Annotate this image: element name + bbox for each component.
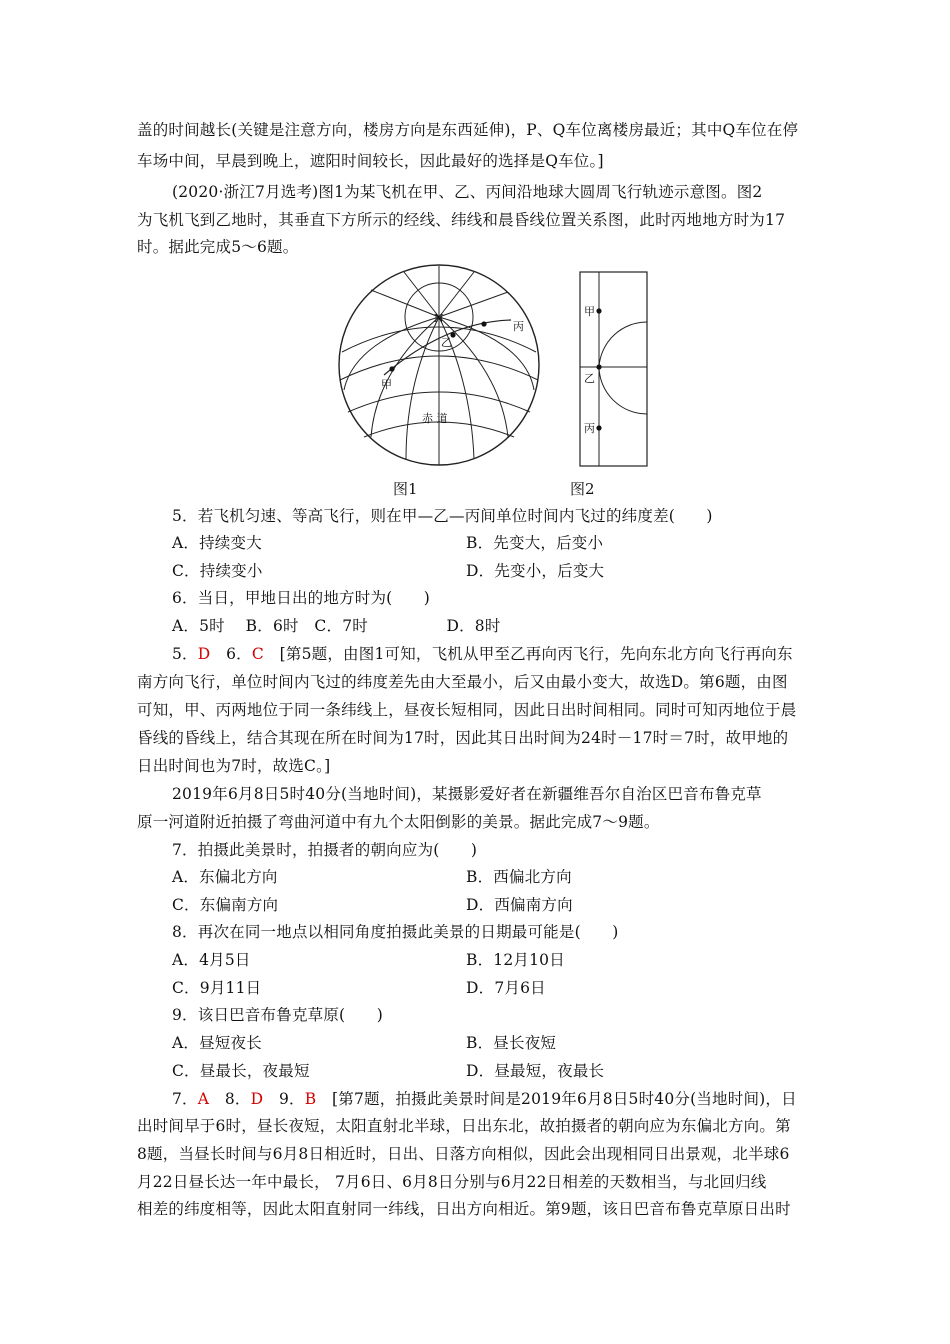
answer-num-5: 5． [172, 645, 198, 663]
q7-option-c: C．东偏南方向 [172, 896, 279, 914]
q5-stem: 5．若飞机匀速、等高飞行，则在甲—乙—丙间单位时间内飞过的纬度差( ) [172, 507, 713, 525]
q9-option-a: A．昼短夜长 [172, 1034, 262, 1052]
q5-option-c: C．持续变小 [172, 562, 263, 580]
figure1-caption: 图1 [393, 480, 418, 498]
globe-label-yi: 乙 [441, 336, 452, 349]
q8-stem: 8．再次在同一地点以相同角度拍摄此美景的日期最可能是( ) [172, 923, 619, 941]
q7-option-d: D．西偏南方向 [466, 896, 573, 914]
answer-7-9-line-2: 出时间早于6时，昼长夜短，太阳直射北半球，日出东北，故拍摄者的朝向应为东偏北方向。第 [137, 1117, 791, 1135]
q8-option-b: B．12月10日 [466, 951, 565, 969]
q7-stem: 7．拍摄此美景时，拍摄者的朝向应为( ) [172, 841, 478, 859]
intro-line-2: 车场中间，早晨到晚上，遮阳时间较长，因此最好的选择是Q车位。] [137, 152, 604, 170]
answer-5-6-line-1 [172, 643, 793, 665]
answer-7-9-text: [第7题，拍摄此美景时间是2019年6月8日5时40分(当地时间)，日 [316, 1090, 797, 1108]
figure2-caption: 图2 [570, 480, 595, 498]
figure2-terminator-diagram [578, 270, 650, 468]
answer-5-letter: D [197, 645, 211, 663]
answer-num-9: 9． [263, 1090, 305, 1108]
globe-label-jia: 甲 [381, 378, 392, 391]
context-line-3: 时。据此完成5～6题。 [137, 238, 299, 256]
q8-option-c: C．9月11日 [172, 979, 262, 997]
figure1-globe-diagram [336, 262, 542, 468]
fig2-label-jia: 甲 [584, 305, 595, 318]
q9-option-b: B．昼长夜短 [466, 1034, 557, 1052]
globe-label-bing: 丙 [513, 320, 524, 333]
q9-option-d: D．昼最短，夜最长 [466, 1062, 605, 1080]
context-line-2: 为飞机飞到乙地时，其垂直下方所示的经线、纬线和晨昏线位置关系图，此时丙地地方时为17 [137, 211, 786, 229]
answer-5-6-line-4: 昏线的昏线上，结合其现在所在时间为17时，因此其日出时间为24时－17时＝7时，故甲地的 [137, 729, 789, 747]
answer-5-6-text: [第5题，由图1可知，飞机从甲至乙再向丙飞行，先向东北方向飞行再向东 [263, 645, 793, 663]
intro-line-1: 盖的时间越长(关键是注意方向，楼房方向是东西延伸)，P、Q车位离楼房最近；其中Q车位在停 [137, 121, 799, 139]
context-line-1: (2020·浙江7月选考)图1为某飞机在甲、乙、丙间沿地球大圆周飞行轨迹示意图。图2 [172, 183, 763, 201]
answer-6-letter: C [251, 645, 264, 663]
q7-option-a: A．东偏北方向 [172, 868, 278, 886]
q8-option-d: D．7月6日 [466, 979, 546, 997]
fig2-label-bing: 丙 [584, 422, 595, 435]
answer-5-6-line-5: 日出时间也为7时，故选C。] [137, 757, 331, 775]
q5-option-a: A．持续变大 [172, 534, 262, 552]
answer-5-6-line-2: 南方向飞行，单位时间内飞过的纬度差先由大至最小，后又由最小变大，故选D。第6题，由图 [137, 673, 788, 691]
q9-stem: 9．该日巴音布鲁克草原( ) [172, 1006, 383, 1024]
answer-8-letter: D [250, 1090, 264, 1108]
answer-num-7: 7． [172, 1090, 198, 1108]
q8-option-a: A．4月5日 [172, 951, 251, 969]
context2-line-1: 2019年6月8日5时40分(当地时间)，某摄影爱好者在新疆维吾尔自治区巴音布鲁克草 [172, 785, 762, 803]
q6-stem: 6．当日，甲地日出的地方时为( ) [172, 589, 431, 607]
q5-option-b: B．先变大，后变小 [466, 534, 604, 552]
globe-label-north: N [434, 312, 444, 325]
answer-num-8: 8． [209, 1090, 251, 1108]
answer-5-6-line-3: 可知，甲、丙两地位于同一条纬线上，昼夜长短相同，因此日出时间相同。同时可知丙地位于晨 [137, 701, 797, 719]
answer-7-9-line-4: 月22日昼长达一年中最长， 7月6日、6月8日分别与6月22日相差的天数相当，与北回归线 [137, 1173, 767, 1191]
answer-7-9-line-5: 相差的纬度相等，因此太阳直射同一纬线，日出方向相近。第9题，该日巴音布鲁克草原日出时 [137, 1200, 791, 1218]
answer-9-letter: B [304, 1090, 317, 1108]
q9-option-c: C．昼最长，夜最短 [172, 1062, 310, 1080]
q7-option-b: B．西偏北方向 [466, 868, 572, 886]
answer-7-9-line-1 [172, 1088, 797, 1110]
answer-7-letter: A [197, 1090, 210, 1108]
fig2-label-yi: 乙 [584, 372, 595, 385]
q5-option-d: D．先变小，后变大 [466, 562, 605, 580]
answer-7-9-line-3: 8题，当昼长时间与6月8日相近时，日出、日落方向相似，因此会出现相同日出景观，北半球6 [137, 1145, 790, 1163]
context2-line-2: 原一河道附近拍摄了弯曲河道中有九个太阳倒影的美景。据此完成7～9题。 [137, 813, 660, 831]
q6-options: A．5时 B．6时 C．7时 D．8时 [172, 617, 501, 635]
answer-num-6: 6． [210, 645, 252, 663]
globe-label-equator: 赤 道 [422, 412, 448, 425]
